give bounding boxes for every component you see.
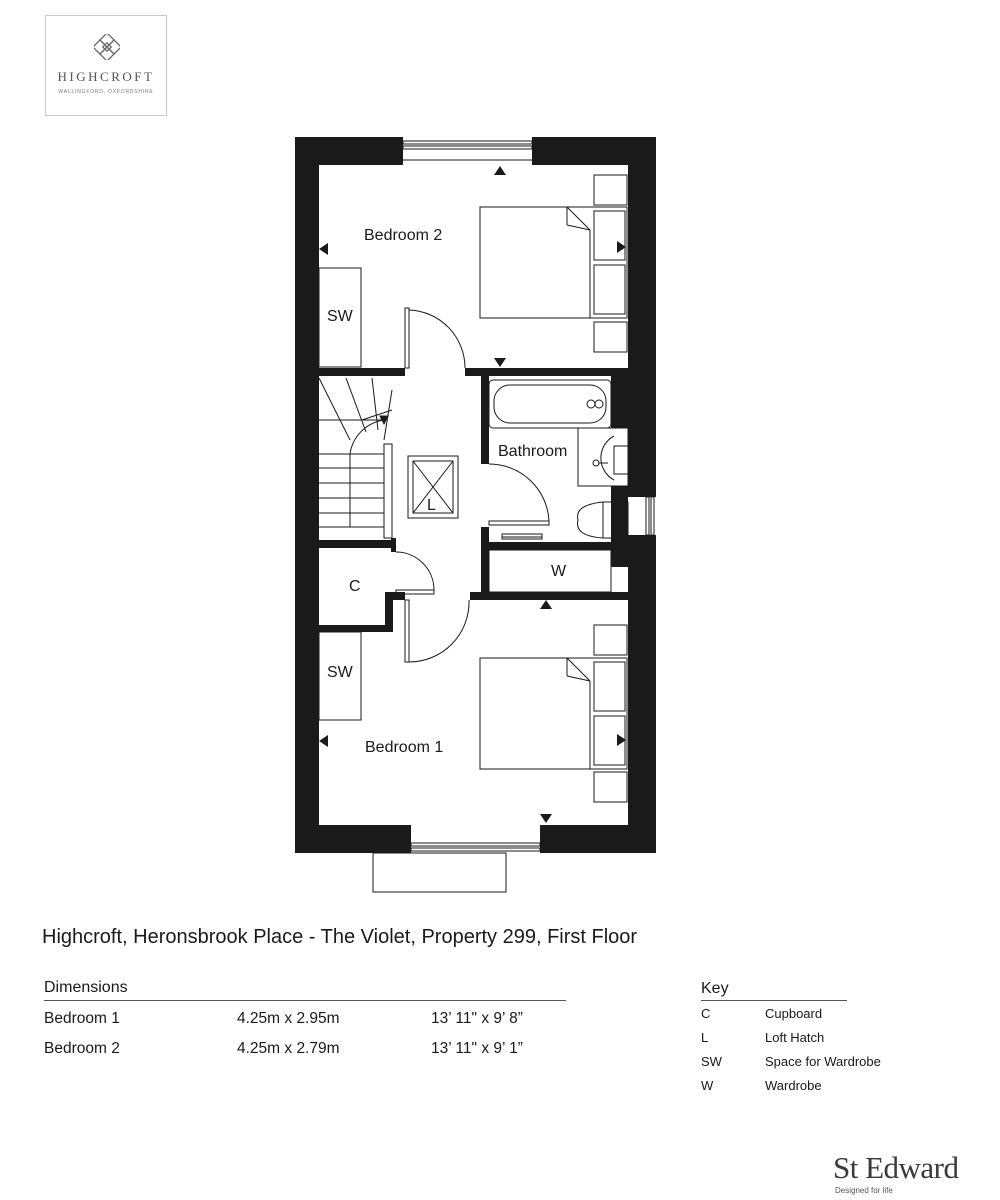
bathroom-label: Bathroom — [498, 443, 568, 460]
key-meaning: Wardrobe — [765, 1078, 822, 1093]
key-row — [701, 1030, 921, 1048]
sw-bottom-label: SW — [327, 664, 353, 681]
dimension-room: Bedroom 1 — [44, 1010, 120, 1027]
dimension-arrows — [319, 166, 626, 823]
key-code: C — [701, 1006, 711, 1021]
bedroom1-door — [405, 600, 469, 662]
key-code: L — [701, 1030, 709, 1045]
wardrobe-label: W — [551, 563, 567, 580]
bedroom1-label: Bedroom 1 — [365, 739, 444, 756]
brand-tagline: Designed for life — [835, 1186, 893, 1195]
bedroom2-door — [405, 308, 465, 368]
key-code: W — [701, 1078, 714, 1093]
key-code: SW — [701, 1054, 722, 1069]
loft-hatch-label: L — [427, 497, 436, 514]
bedroom2-label: Bedroom 2 — [364, 227, 443, 244]
key-row — [701, 1078, 921, 1096]
external-walls — [295, 137, 656, 853]
dimension-row — [44, 1010, 584, 1030]
logo-location: WALLINGFORD, OXFORDSHIRE — [58, 89, 154, 95]
page-title: Highcroft, Heronsbrook Place - The Violet, Property 299, First Floor — [42, 926, 638, 948]
dimension-imperial: 13’ 11" x 9’ 8” — [431, 1010, 523, 1027]
dimension-room: Bedroom 2 — [44, 1040, 120, 1057]
key-heading: Key — [701, 980, 729, 997]
staircase — [319, 378, 392, 538]
dimensions-heading: Dimensions — [44, 979, 128, 996]
dimension-metric: 4.25m x 2.95m — [237, 1010, 340, 1027]
cupboard-label: C — [349, 578, 361, 595]
dimensions-divider — [44, 1000, 566, 1001]
key-meaning: Loft Hatch — [765, 1030, 825, 1045]
dimension-imperial: 13’ 11" x 9’ 1” — [431, 1040, 523, 1057]
porch-canopy — [373, 853, 506, 892]
wardrobe-w — [489, 550, 611, 597]
dimension-row — [44, 1040, 584, 1060]
logo-name: HIGHCROFT — [57, 69, 155, 84]
key-row — [701, 1054, 921, 1072]
bedroom2-furniture — [319, 175, 627, 367]
key-meaning: Space for Wardrobe — [765, 1054, 881, 1069]
key-meaning: Cupboard — [765, 1006, 823, 1021]
cupboard-door — [396, 552, 434, 594]
dimension-metric: 4.25m x 2.79m — [237, 1040, 340, 1057]
key-divider — [701, 1000, 847, 1001]
key-row — [701, 1006, 921, 1024]
st-edward-logo: St Edward — [833, 1150, 959, 1185]
bedroom1-furniture — [319, 625, 627, 802]
bathroom-door — [489, 464, 549, 525]
sw-top-label: SW — [327, 308, 353, 325]
